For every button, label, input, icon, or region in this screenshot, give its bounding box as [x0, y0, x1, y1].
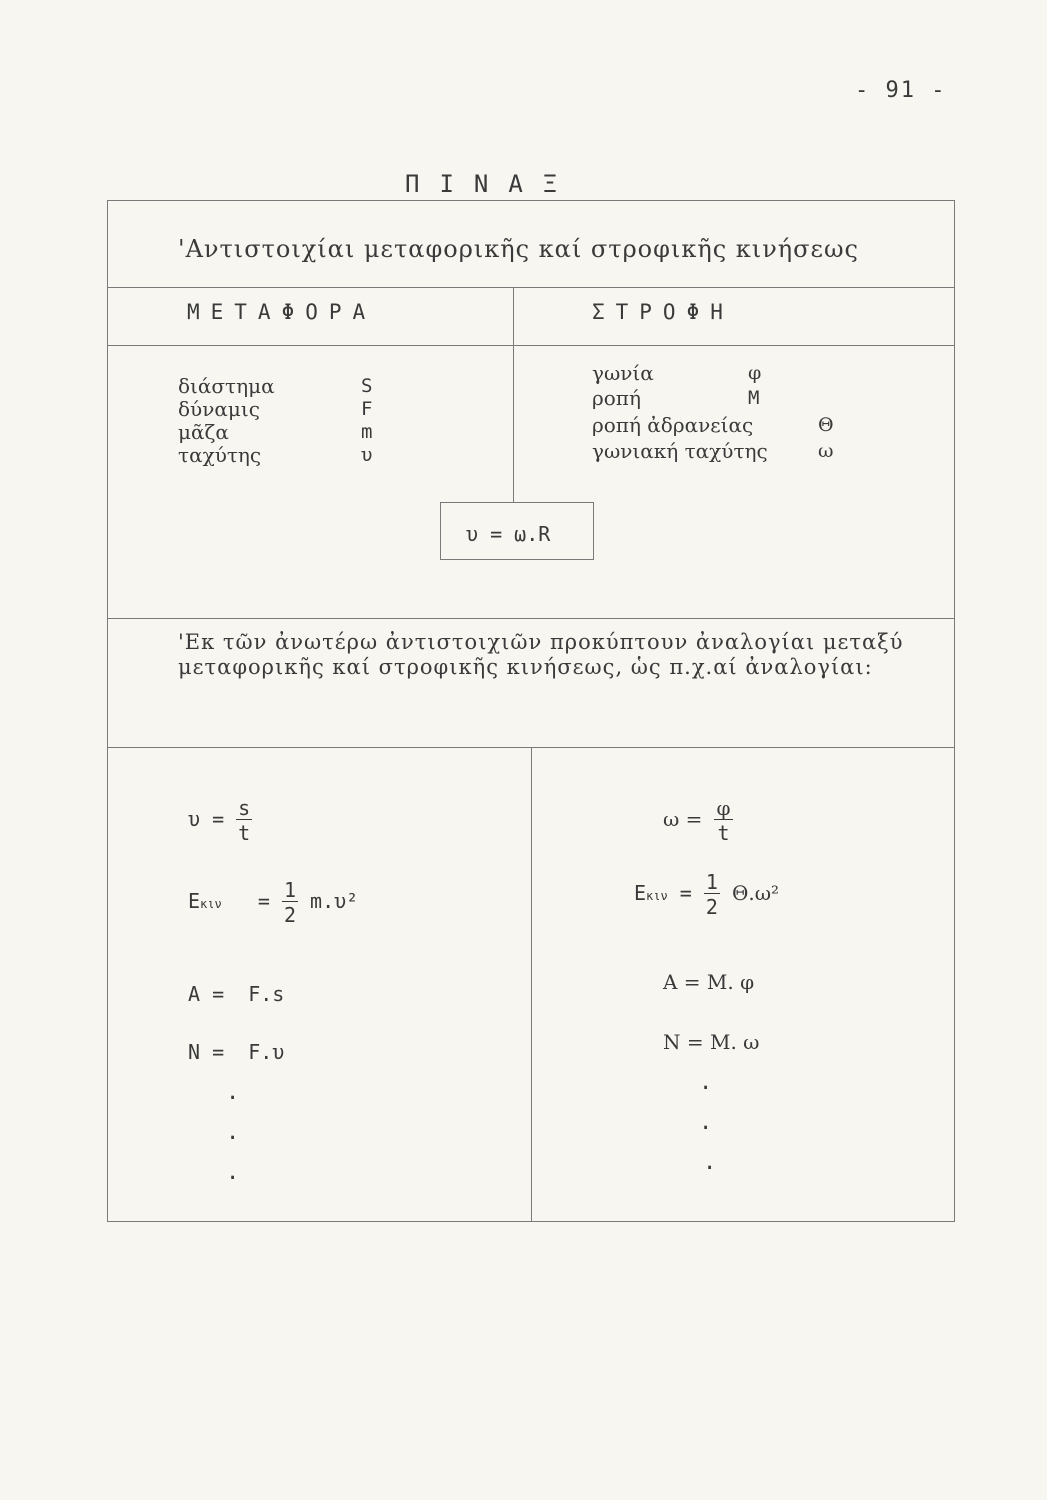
formula-work: A = F.s [188, 982, 285, 1006]
formula-lhs: E [634, 881, 647, 905]
fraction [704, 872, 720, 917]
rotation-name: ροπή ἀδρανείας [592, 413, 754, 437]
rotation-name: γωνιακή ταχύτης [592, 439, 768, 463]
translation-name: ταχύτης [178, 443, 262, 467]
rotation-symbol: M [748, 387, 760, 409]
rotation-symbol: Θ [818, 414, 834, 436]
fraction [236, 798, 252, 843]
formula-angular-velocity [663, 798, 733, 843]
ellipsis-dot: . [699, 1110, 713, 1135]
translation-symbol: m [361, 421, 373, 443]
fraction-denominator: 2 [705, 895, 718, 919]
divider-vertical-top [513, 287, 514, 502]
relation-formula: υ = ω.R [466, 522, 551, 546]
formula-rotational-work: A = M. φ [663, 970, 755, 994]
fraction [714, 798, 732, 843]
translation-name: διάστημα [178, 374, 275, 398]
formula-kinetic-energy [188, 880, 358, 925]
translation-name: δύναμις [178, 397, 260, 421]
fraction [282, 880, 298, 925]
formula-subscript: κιν [646, 889, 668, 903]
translation-symbol: F [361, 398, 373, 420]
formula-lhs: υ = [188, 807, 225, 831]
analogies-paragraph: 'Εκ τῶν ἀνωτέρω ἀντιστοιχιῶν προκύπτουν ἀναλογίαι μεταξύ μεταφορικῆς καί στροφικῆς κινήσεως, ὡς π.χ.αί ἀναλογίαι: [178, 630, 904, 679]
fraction-numerator: 1 [705, 870, 718, 894]
formula-rotational-energy [634, 872, 779, 917]
rotation-name: ροπή [592, 386, 641, 410]
fraction-numerator: φ [716, 796, 731, 820]
translation-symbol: υ [361, 444, 373, 466]
formula-power: N = F.υ [188, 1040, 285, 1064]
formula-rotational-power: N = M. ω [663, 1030, 760, 1054]
formula-rhs: Θ.ω² [731, 881, 780, 905]
ellipsis-dot: . [703, 1150, 717, 1175]
divider-columns [107, 345, 955, 346]
divider-vertical-bottom [531, 747, 532, 1222]
page-title: ΠΙΝΑΞ [405, 170, 578, 198]
translation-symbol: S [361, 375, 373, 397]
rotation-name: γωνία [592, 361, 654, 385]
formula-lhs: E [188, 889, 201, 913]
formula-lhs: ω = [663, 807, 703, 831]
rotation-symbol: ω [818, 440, 834, 462]
formula-velocity [188, 798, 252, 843]
fraction-denominator: t [238, 821, 251, 845]
formula-subscript: κιν [200, 897, 222, 911]
ellipsis-dot: . [226, 1080, 240, 1105]
formula-equals: = [257, 889, 270, 913]
page-number: - 91 - [855, 78, 947, 103]
ellipsis-dot: . [699, 1070, 713, 1095]
divider-heading [107, 287, 955, 288]
table-heading: 'Αντιστοιχίαι μεταφορικῆς καί στροφικῆς κινήσεως [178, 235, 859, 263]
column-header-rotation: ΣΤΡΟΦΗ [592, 300, 734, 324]
fraction-denominator: 2 [283, 903, 296, 927]
fraction-denominator: t [717, 821, 730, 845]
ellipsis-dot: . [226, 1160, 240, 1185]
ellipsis-dot: . [226, 1120, 240, 1145]
formula-equals: = [679, 881, 692, 905]
fraction-numerator: s [238, 796, 251, 820]
formula-rhs: m.υ² [310, 889, 359, 913]
divider-paragraph [107, 618, 955, 619]
fraction-numerator: 1 [283, 878, 296, 902]
rotation-symbol: φ [748, 362, 762, 384]
column-header-translation: ΜΕΤΑΦΟΡΑ [187, 300, 377, 324]
translation-name: μᾶζα [178, 420, 229, 444]
